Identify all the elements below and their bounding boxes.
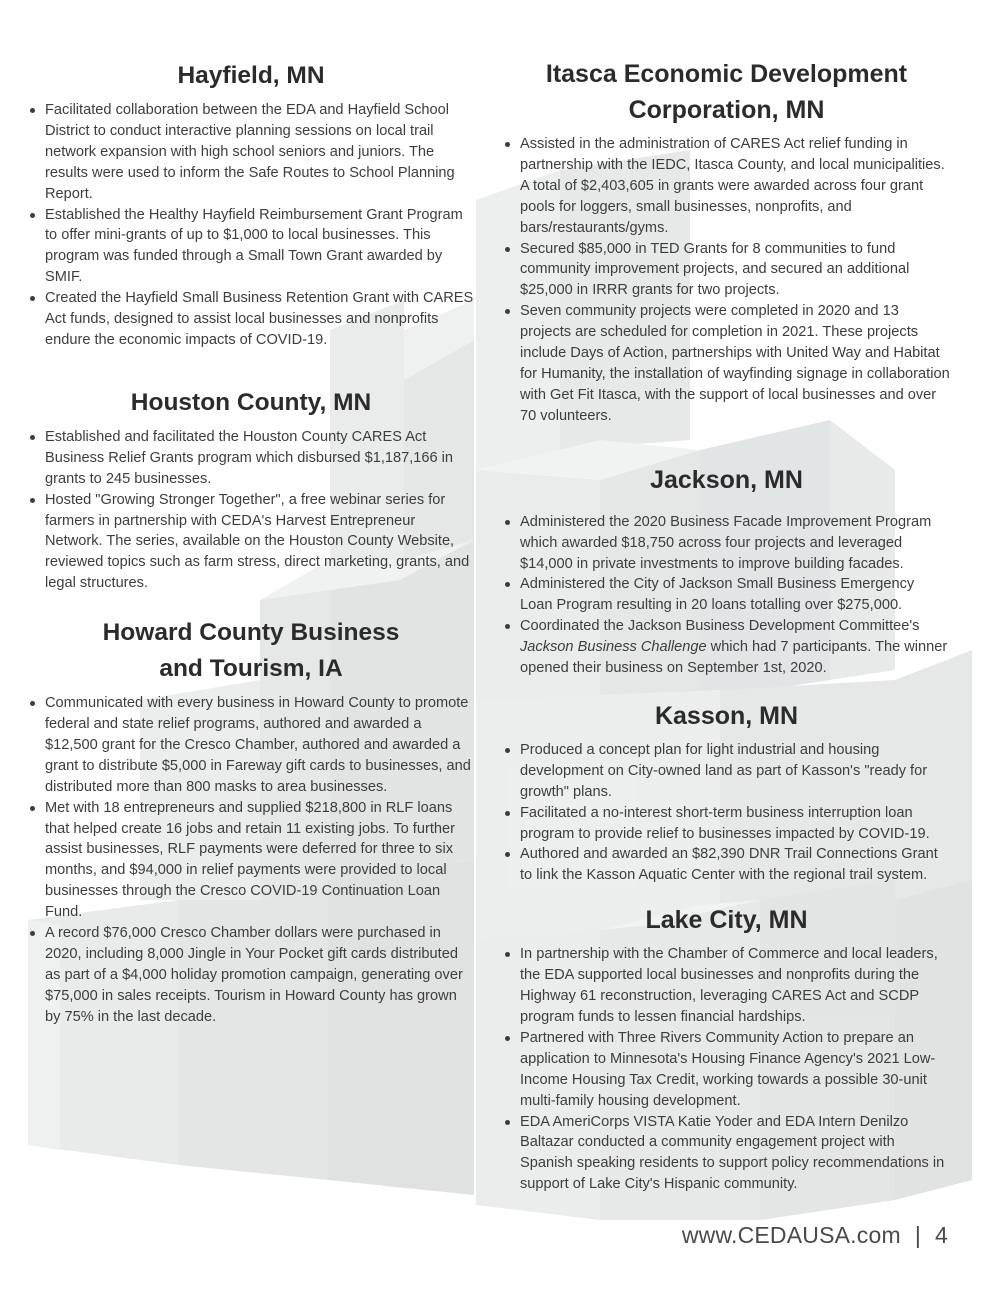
section-lake-city (503, 902, 950, 1195)
list-item: Seven community projects were completed in 2020 and 13 projects are scheduled for completion in 2021. These projects include Days of Action, partnerships with United Way and Habitat for Humanity, the installation of wayfinding signage in collaboration with Get Fit Itasca, with the support of local businesses and over 70 volunteers. (503, 301, 950, 426)
section-title-line: and Tourism, IA (159, 655, 343, 683)
website-link[interactable]: www.CEDAUSA.com (681, 1222, 901, 1248)
section-itasca (503, 56, 950, 427)
footer-separator: | (914, 1222, 921, 1248)
page-number: 4 (935, 1222, 948, 1248)
list-item: Administered the City of Jackson Small Business Emergency Loan Program resulting in 20 loans totalling over $275,000. (503, 574, 950, 616)
list-item: Secured $85,000 in TED Grants for 8 communities to fund community improvement projects, and secured an additional $25,000 in IRRR grants for two projects. (503, 239, 950, 302)
section-title-line: Corporation, MN (628, 96, 825, 124)
section-hayfield (28, 58, 474, 351)
list-item: Communicated with every business in Howard County to promote federal and state relief programs, authored and awarded a $12,500 grant for the Cresco Chamber, authored and awarded a grant to distribute $5,000 in Fareway gift cards to businesses, and distributed more than 800 masks to area businesses. (28, 693, 474, 798)
section-title: Jackson, MN (650, 465, 803, 494)
section-kasson (503, 698, 950, 886)
list-item: EDA AmeriCorps VISTA Katie Yoder and EDA Intern Denilzo Baltazar conducted a community engagement project with Spanish speaking residents to support policy recommendations in support of Lake City's Hispanic community. (503, 1112, 950, 1196)
bullet-list (503, 134, 950, 427)
list-item: Assisted in the administration of CARES Act relief funding in partnership with the IEDC, Itasca County, and local municipalities. A total of $2,403,605 in grants were awarded across four grant pools for loggers, small businesses, nonprofits, and bars/restaurants/gyms. (503, 134, 950, 239)
list-item: Created the Hayfield Small Business Retention Grant with CARES Act funds, designed to assist local businesses and nonprofits endure the economic impacts of COVID-19. (28, 288, 474, 351)
list-item: Hosted "Growing Stronger Together", a free webinar series for farmers in partnership with CEDA's Harvest Entrepreneur Network. The series, available on the Houston County Website, reviewed topics such as farm stress, direct marketing, grants, and legal structures. (28, 490, 474, 595)
list-item: Established and facilitated the Houston County CARES Act Business Relief Grants program which disbursed $1,187,166 in grants to 245 businesses. (28, 427, 474, 490)
right-column (503, 56, 950, 1195)
section-title: Hayfield, MN (177, 62, 325, 89)
left-column (28, 58, 474, 1028)
list-item: Facilitated collaboration between the EDA and Hayfield School District to conduct interactive planning sessions on local trail network expansion with high school seniors and juniors. The results were used to inform the Safe Routes to School Planning Report. (28, 100, 474, 205)
list-item: Administered the 2020 Business Facade Improvement Program which awarded $18,750 across four projects and leveraged $14,000 in private investments to improve building facades. (503, 512, 950, 575)
list-item: Coordinated the Jackson Business Development Committee's Jackson Business Challenge which had 7 participants. The winner opened their business on September 1st, 2020. (503, 616, 950, 679)
list-item: In partnership with the Chamber of Commerce and local leaders, the EDA supported local businesses and nonprofits during the Highway 61 reconstruction, leveraging CARES Act and SCDP program funds to lessen financial hardships. (503, 944, 950, 1028)
page-footer (682, 1222, 948, 1249)
section-title: Houston County, MN (130, 388, 372, 416)
list-item: A record $76,000 Cresco Chamber dollars were purchased in 2020, including 8,000 Jingle in Your Pocket gift cards distributed as part of a $4,000 holiday promotion campaign, generating over $75,000 in sales receipts. Tourism in Howard County has grown by 75% in the last decade. (28, 923, 474, 1028)
list-item: Partnered with Three Rivers Community Action to prepare an application to Minnesota's Housing Finance Agency's 2021 Low-Income Housing Tax Credit, working towards a possible 30-unit multi-family housing development. (503, 1028, 950, 1112)
bullet-list (503, 944, 950, 1195)
section-title (503, 56, 950, 128)
list-item: Facilitated a no-interest short-term business interruption loan program to provide relief to businesses impacted by COVID-19. (503, 803, 950, 845)
bullet-list (28, 427, 474, 594)
section-title (28, 615, 474, 687)
bullet-list (503, 512, 950, 679)
bullet-list (28, 100, 474, 351)
section-jackson (503, 462, 950, 679)
section-title-line: Howard County Business (102, 619, 400, 647)
section-howard-county (28, 615, 474, 1028)
list-item: Established the Healthy Hayfield Reimbursement Grant Program to offer mini-grants of up to $1,000 to local businesses. This program was funded through a Small Town Grant awarded by SMIF. (28, 205, 474, 289)
list-item: Authored and awarded an $82,390 DNR Trail Connections Grant to link the Kasson Aquatic Center with the regional trail system. (503, 844, 950, 886)
section-title: Lake City, MN (645, 906, 808, 935)
section-title: Kasson, MN (654, 701, 799, 730)
list-item: Met with 18 entrepreneurs and supplied $218,800 in RLF loans that helped create 16 jobs and retain 11 existing jobs. To further assist businesses, RLF payments were deferred for three to six months, and $94,000 in relief payments were provided to local businesses through the Cresco COVID-19 Continuation Loan Fund. (28, 798, 474, 923)
bullet-list (28, 693, 474, 1028)
emphasized-program-name: Jackson Business Challenge (520, 639, 707, 656)
list-item: Produced a concept plan for light industrial and housing development on City-owned land as part of Kasson's "ready for growth" plans. (503, 740, 950, 803)
bullet-list (503, 740, 950, 886)
section-title-line: Itasca Economic Development (545, 60, 908, 88)
section-houston-county (28, 385, 474, 594)
